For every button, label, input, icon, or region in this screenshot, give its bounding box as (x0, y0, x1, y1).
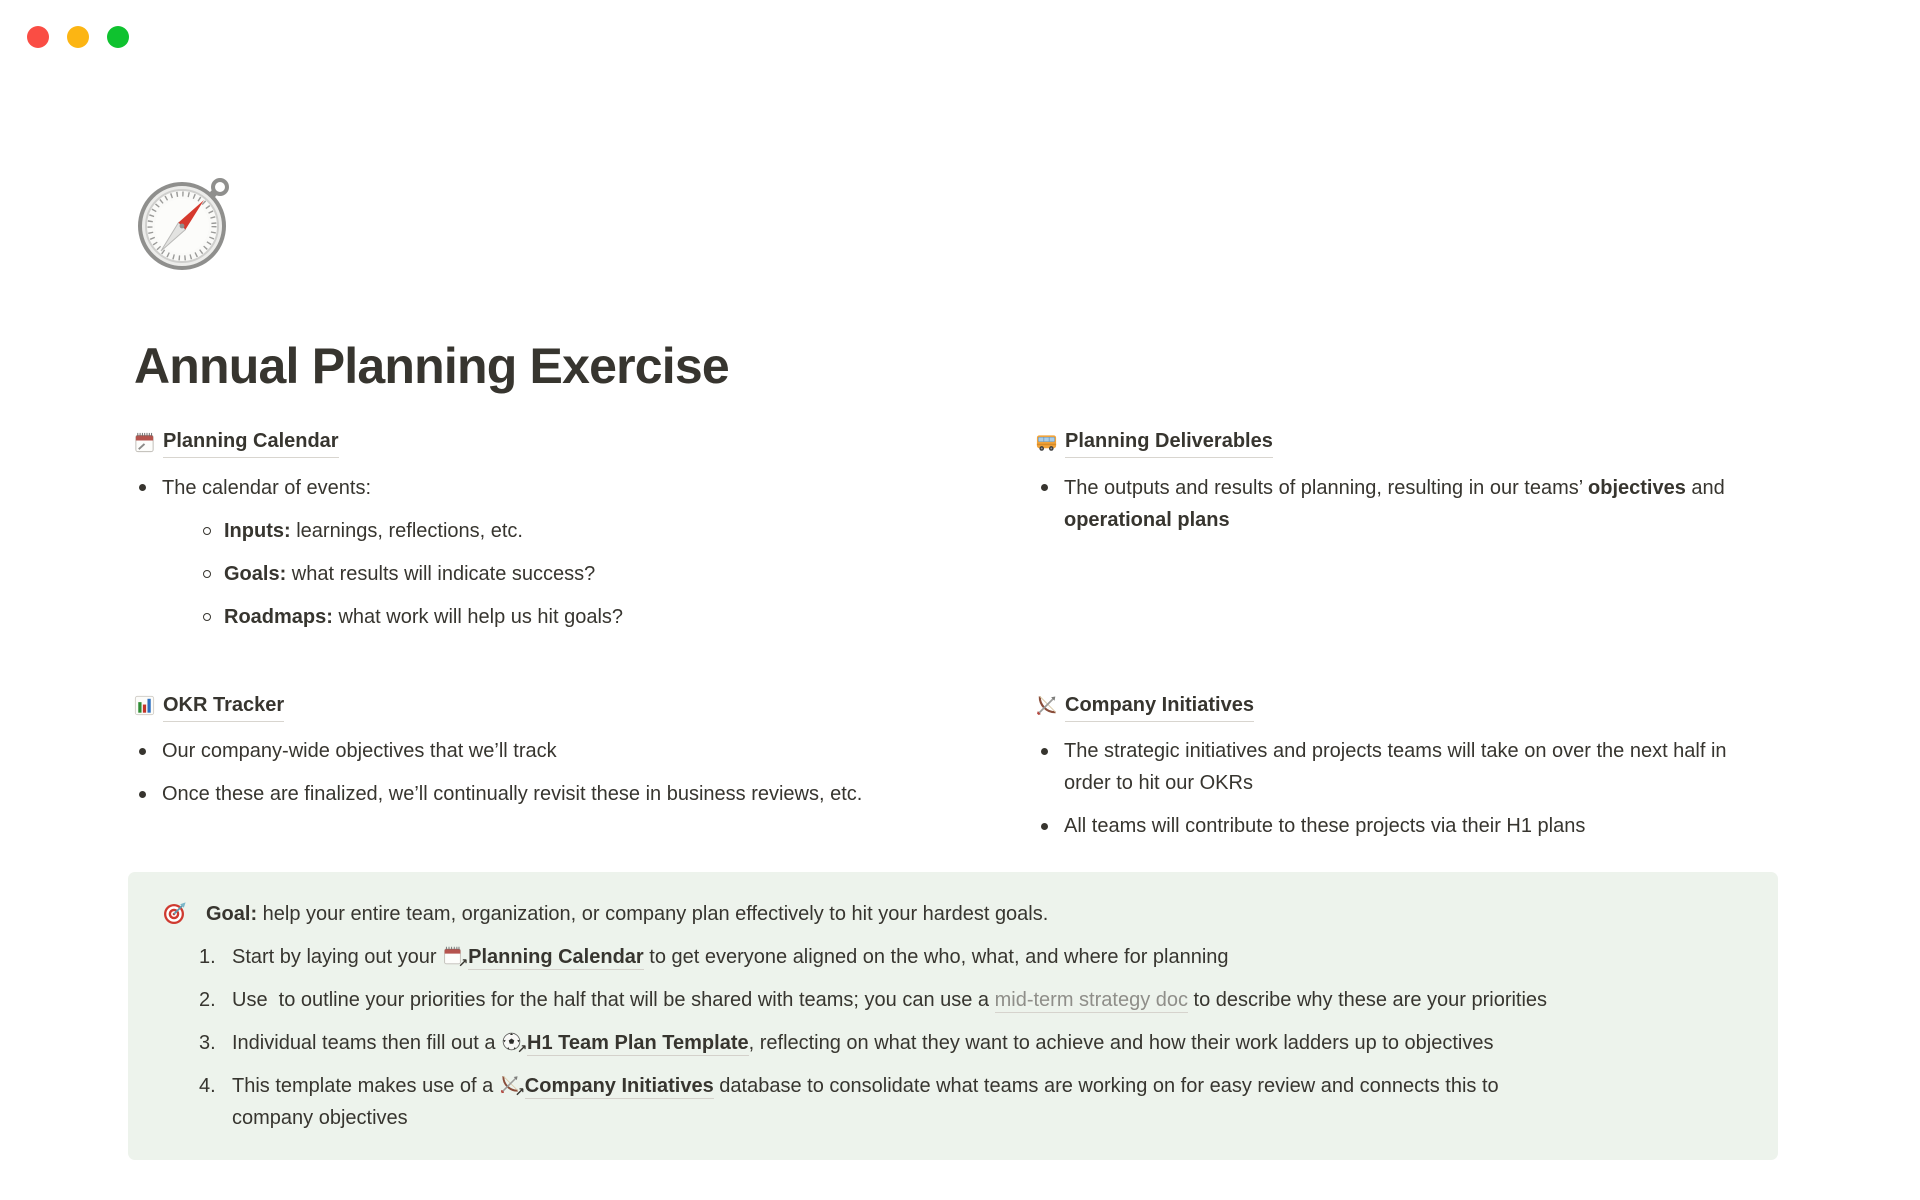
column-layout (128, 426, 1778, 853)
callout-body (199, 898, 1758, 1145)
goal-line: Goal: help your entire team, organization, or company plan effectively to hit your hardest goals. (206, 903, 1049, 925)
bus-icon (1035, 431, 1058, 454)
section-title: Planning Calendar (163, 426, 339, 458)
numbered-list (199, 941, 1758, 1134)
list-item: 2. Use to outline your priorities for the half that will be shared with teams; you can use a mid-term strategy doc to describe why these are your priorities (199, 989, 1548, 1011)
section-okr-tracker (128, 690, 908, 854)
zoom-button[interactable] (107, 26, 129, 48)
h1-team-plan-template-mention-link[interactable]: ↗ H1 Team Plan Template (501, 1032, 749, 1054)
section-planning-deliverables (1030, 426, 1778, 644)
bow-and-arrow-icon (499, 1073, 525, 1099)
external-arrow-icon: ↗ (458, 956, 469, 970)
compass-icon[interactable] (133, 170, 237, 274)
page-title: Annual Planning Exercise (134, 338, 729, 394)
bow-and-arrow-icon (1035, 694, 1058, 717)
list-item: Roadmaps: what work will help us hit goals? (190, 601, 908, 633)
planning-deliverables-link[interactable] (1035, 426, 1273, 458)
window-controls (27, 26, 129, 48)
list-item: 1. Start by laying out your ↗ Planning Calendar to get everyone aligned on the who, what, and where for planning (199, 946, 1229, 970)
list-item: 4. This template makes use of a ↗ Company Initiatives database to consolidate what teams are working on for easy review and connects this to company objectives (199, 1075, 1505, 1129)
section-planning-calendar (128, 426, 908, 644)
list-item: The outputs and results of planning, resulting in our teams’ objectives and operational plans (1030, 472, 1778, 536)
page-content (128, 166, 1778, 1160)
section-title: Company Initiatives (1065, 690, 1254, 722)
callout (128, 872, 1778, 1160)
mid-term-strategy-doc-link[interactable]: mid-term strategy doc (994, 989, 1188, 1011)
list-item: 3. Individual teams then fill out a ↗ H1 Team Plan Template, reflecting on what they want to achieve and how their work ladders up to objectives (199, 1032, 1494, 1056)
bar-chart-icon (133, 694, 156, 717)
section-title: Planning Deliverables (1065, 426, 1273, 458)
minimize-button[interactable] (67, 26, 89, 48)
company-initiatives-link[interactable] (1035, 690, 1254, 722)
close-button[interactable] (27, 26, 49, 48)
list-item: The calendar of events: Inputs: learnings, reflections, etc. Goals: what results will indicate success? Roadmaps: what work will help us hit goals? (128, 472, 908, 633)
external-arrow-icon: ↗ (516, 1042, 528, 1056)
list-item: Inputs: learnings, reflections, etc. (190, 515, 908, 547)
calendar-icon (442, 944, 469, 970)
external-arrow-icon: ↗ (514, 1085, 525, 1099)
company-initiatives-mention-link[interactable]: ↗ Company Initiatives (499, 1075, 714, 1097)
planning-calendar-link[interactable] (133, 426, 339, 458)
planning-calendar-mention-link[interactable]: ↗ Planning Calendar (442, 946, 644, 968)
calendar-icon (133, 431, 156, 454)
list-item: Goals: what results will indicate success? (190, 558, 908, 590)
target-icon (163, 901, 187, 925)
list-item: The strategic initiatives and projects teams will take on over the next half in order to hit our OKRs (1030, 735, 1778, 799)
soccer-ball-icon (501, 1030, 528, 1056)
section-title: OKR Tracker (163, 690, 284, 722)
list-item: Once these are finalized, we’ll continually revisit these in business reviews, etc. (128, 778, 908, 810)
okr-tracker-link[interactable] (133, 690, 284, 722)
list-item: Our company-wide objectives that we’ll track (128, 735, 908, 767)
section-company-initiatives (1030, 690, 1778, 854)
list-item: All teams will contribute to these projects via their H1 plans (1030, 810, 1778, 842)
